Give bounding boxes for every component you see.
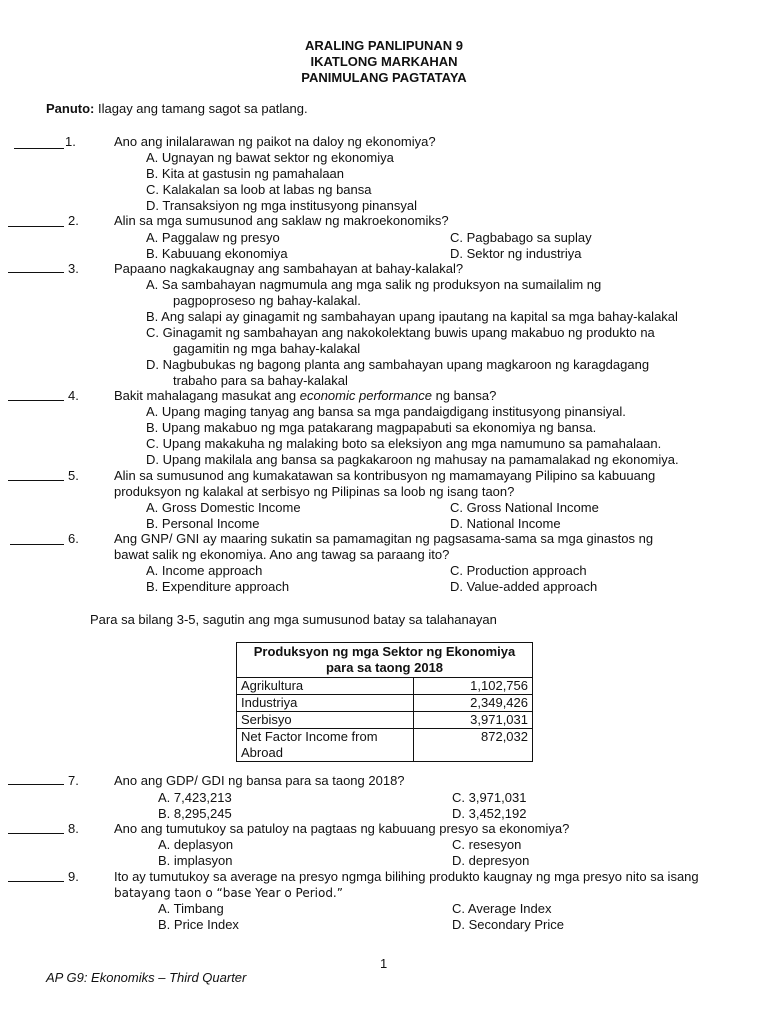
choice: D. Nagbubukas ng bagong planta ang sambahayan upang magkaroon ng karagdagang — [146, 357, 650, 372]
row-label: Agrikultura — [237, 678, 414, 695]
table-title — [237, 643, 533, 678]
question-text-part: ng bansa? — [431, 388, 497, 403]
row-label-line: Abroad — [241, 745, 283, 760]
table-header-row — [237, 643, 533, 678]
document-title: ARALING PANLIPUNAN 9 — [305, 38, 463, 53]
choice: B. Price Index — [158, 917, 239, 932]
choice: A. Paggalaw ng presyo — [146, 230, 280, 245]
choice: C. resesyon — [452, 837, 522, 852]
page-number: 1 — [380, 956, 388, 971]
choice: C. Upang makakuha ng malaking boto sa eleksiyon ang mga namumuno sa pamahalaan. — [146, 436, 662, 451]
row-value: 2,349,426 — [414, 695, 533, 712]
choice: B. Kabuuang ekonomiya — [146, 246, 288, 261]
choice: B. Kita at gastusin ng pamahalaan — [146, 166, 345, 181]
question-number: 6. — [68, 531, 79, 546]
question-number: 1. — [65, 134, 76, 149]
answer-blank[interactable] — [8, 226, 64, 227]
choice: D. depresyon — [452, 853, 530, 868]
choice: D. Sektor ng industriya — [450, 246, 582, 261]
question-text: Ano ang inilalarawan ng paikot na daloy ng ekonomiya? — [114, 134, 436, 149]
question-text-italic: economic performance — [299, 388, 432, 403]
choice: D. Transaksiyon ng mga institusyong pinansyal — [146, 198, 417, 213]
choice: D. National Income — [450, 516, 561, 531]
choice: C. Production approach — [450, 563, 587, 578]
question-text: Ito ay tumutukoy sa average na presyo ngmga bilihing produkto kaugnay ng mga presyo nito sa isang — [114, 869, 699, 884]
choice: A. deplasyon — [158, 837, 234, 852]
table-row — [237, 712, 533, 729]
choice: B. Expenditure approach — [146, 579, 290, 594]
choice: B. Upang makabuo ng mga patakarang magpapabuti sa ekonomiya ng bansa. — [146, 420, 597, 435]
question-text: Ano ang tumutukoy sa patuloy na pagtaas ng kabuuang presyo sa ekonomiya? — [114, 821, 570, 836]
choice: A. Ugnayan ng bawat sektor ng ekonomiya — [146, 150, 394, 165]
question-number: 3. — [68, 261, 79, 276]
footer-label: AP G9: Ekonomiks – Third Quarter — [46, 970, 247, 985]
choice-continuation: gagamitin ng mga bahay-kalakal — [173, 341, 361, 356]
table-row — [237, 729, 533, 762]
instructions-text: Ilagay ang tamang sagot sa patlang. — [94, 101, 308, 116]
choice: D. Secondary Price — [452, 917, 564, 932]
answer-blank[interactable] — [14, 148, 64, 149]
choice: A. Income approach — [146, 563, 263, 578]
answer-blank[interactable] — [8, 272, 64, 273]
choice: B. 8,295,245 — [158, 806, 232, 821]
answer-blank[interactable] — [8, 480, 64, 481]
choice: A. 7,423,213 — [158, 790, 232, 805]
answer-blank[interactable] — [10, 544, 64, 545]
question-number: 5. — [68, 468, 79, 483]
question-number: 4. — [68, 388, 79, 403]
question-text-cont: bawat salik ng ekonomiya. Ano ang tawag sa paraang ito? — [114, 547, 450, 562]
question-text-cont: batayang taon o “base Year o Period.” — [114, 886, 343, 900]
choice: A. Gross Domestic Income — [146, 500, 301, 515]
table-title-line: Produksyon ng mga Sektor ng Ekonomiya — [253, 644, 516, 659]
answer-blank[interactable] — [8, 784, 64, 785]
choice: C. 3,971,031 — [452, 790, 527, 805]
answer-blank[interactable] — [8, 400, 64, 401]
choice: A. Timbang — [158, 901, 224, 916]
answer-blank[interactable] — [8, 881, 64, 882]
question-number: 9. — [68, 869, 79, 884]
question-text: Ano ang GDP/ GDI ng bansa para sa taong 2018? — [114, 773, 405, 788]
question-number: 7. — [68, 773, 79, 788]
choice: C. Gross National Income — [450, 500, 599, 515]
row-value: 872,032 — [414, 729, 533, 762]
question-text: Alin sa mga sumusunod ang saklaw ng makroekonomiks? — [114, 213, 449, 228]
choice: D. Value-added approach — [450, 579, 598, 594]
choice: C. Kalakalan sa loob at labas ng bansa — [146, 182, 372, 197]
table-intro: Para sa bilang 3-5, sagutin ang mga sumusunod batay sa talahanayan — [90, 612, 497, 627]
choice: A. Sa sambahayan nagmumula ang mga salik ng produksyon na sumailalim ng — [146, 277, 602, 292]
question-number: 2. — [68, 213, 79, 228]
choice: A. Upang maging tanyag ang bansa sa mga pandaigdigang institusyong pinansiyal. — [146, 404, 626, 419]
row-label: Industriya — [237, 695, 414, 712]
table-title-line: para sa taong 2018 — [325, 660, 444, 675]
table-row — [237, 678, 533, 695]
choice: C. Pagbabago sa suplay — [450, 230, 592, 245]
choice: B. Personal Income — [146, 516, 260, 531]
question-text — [114, 388, 496, 404]
question-text-cont: produksyon ng kalakal at serbisyo ng Pilipinas sa loob ng isang taon? — [114, 484, 515, 499]
question-number: 8. — [68, 821, 79, 836]
production-table — [236, 642, 533, 762]
table-row — [237, 695, 533, 712]
choice: D. 3,452,192 — [452, 806, 527, 821]
choice: C. Average Index — [452, 901, 552, 916]
choice-continuation: pagpoproseso ng bahay-kalakal. — [173, 293, 361, 308]
row-label-line: Net Factor Income from — [241, 729, 378, 744]
instructions-label: Panuto: — [46, 101, 95, 116]
question-text-part: Bakit mahalagang masukat ang — [114, 388, 300, 403]
instructions — [46, 101, 308, 117]
row-label: Serbisyo — [237, 712, 414, 729]
row-value: 3,971,031 — [414, 712, 533, 729]
quarter-heading: IKATLONG MARKAHAN — [310, 54, 458, 69]
choice: B. Ang salapi ay ginagamit ng sambahayan upang ipautang na kapital sa mga bahay-kalakal — [146, 309, 678, 324]
assessment-heading: PANIMULANG PAGTATAYA — [301, 70, 467, 85]
row-label — [237, 729, 414, 762]
question-text: Alin sa sumusunod ang kumakatawan sa kontribusyon ng mamamayang Pilipino sa kabuuang — [114, 468, 656, 483]
choice: B. implasyon — [158, 853, 233, 868]
row-value: 1,102,756 — [414, 678, 533, 695]
answer-blank[interactable] — [8, 833, 64, 834]
choice-continuation: trabaho para sa bahay-kalakal — [173, 373, 348, 388]
question-text: Papaano nagkakaugnay ang sambahayan at bahay-kalakal? — [114, 261, 464, 276]
choice: D. Upang makilala ang bansa sa pagkakaroon ng mahusay na pamamalakad ng ekonomiya. — [146, 452, 679, 467]
choice: C. Ginagamit ng sambahayan ang nakokolektang buwis upang makabuo ng produkto na — [146, 325, 655, 340]
question-text: Ang GNP/ GNI ay maaring sukatin sa pamamagitan ng pagsasama-sama sa mga ginastos ng — [114, 531, 654, 546]
